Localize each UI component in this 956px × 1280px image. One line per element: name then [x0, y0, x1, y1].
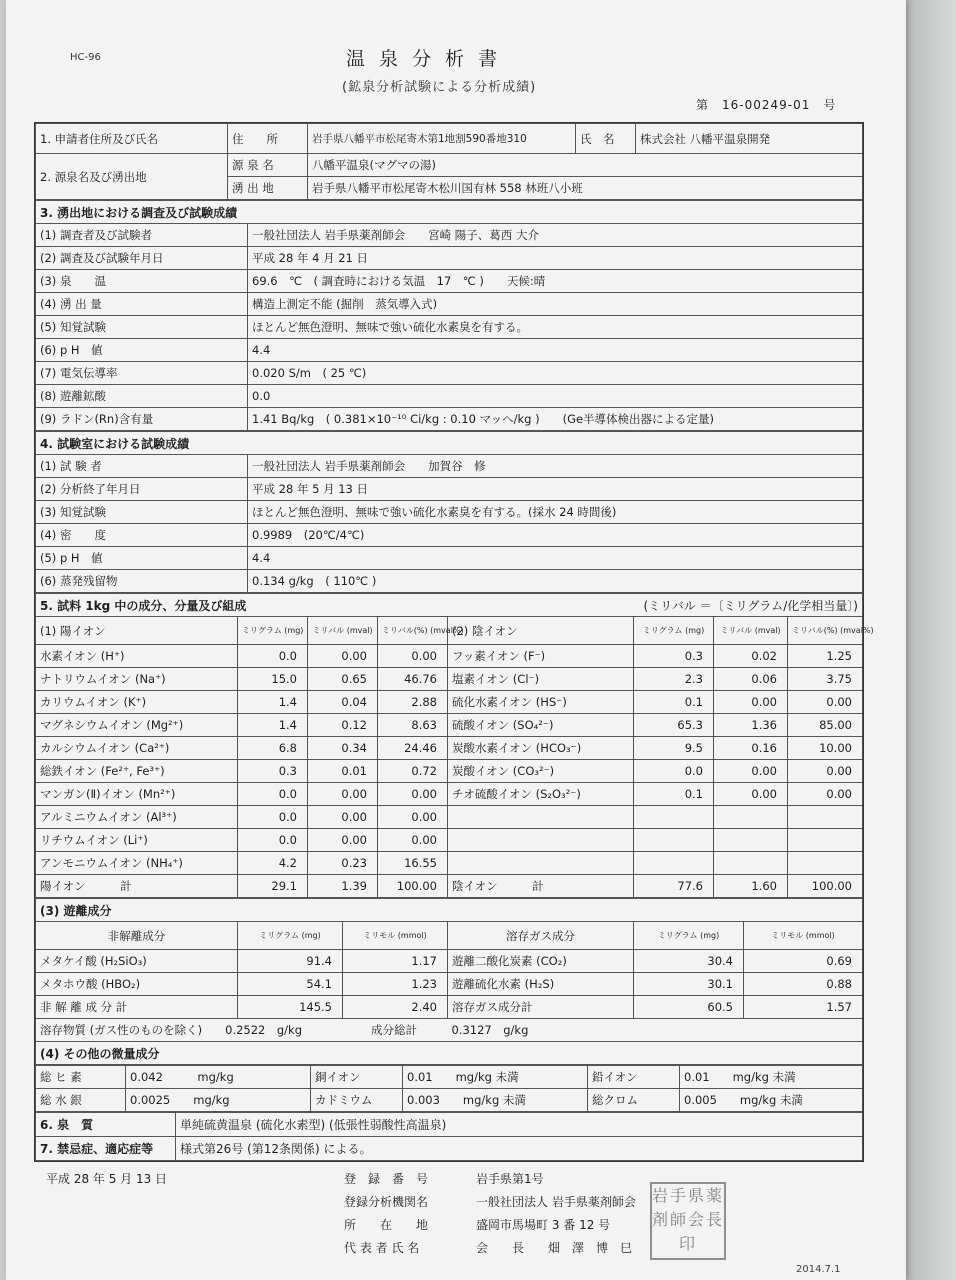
anion-mval: 1.60: [714, 875, 788, 898]
background-edge: [905, 0, 956, 1280]
cation-mg: 0.0: [238, 829, 308, 852]
lab-test-item: (5) p H 値: [36, 547, 248, 570]
field-survey-row: [36, 293, 863, 316]
ion-row: [36, 760, 863, 783]
anion-mval: [714, 852, 788, 875]
free-row: [36, 996, 863, 1019]
trace-name: 鉛イオン: [588, 1066, 680, 1089]
field-survey-item: (9) ラドン(Rn)含有量: [36, 408, 248, 431]
location-value: 岩手県八幡平市松尾寄木松川国有林 558 林班八小班: [308, 177, 863, 200]
cation-name: ナトリウムイオン (Na⁺): [36, 668, 238, 691]
cation-mval-pct: 46.76: [378, 668, 448, 691]
cation-mg: 0.3: [238, 760, 308, 783]
gas-name: 遊離二酸化炭素 (CO₂): [448, 950, 634, 973]
anion-mg: [634, 806, 714, 829]
lab-test-item: (4) 密 度: [36, 524, 248, 547]
lab-test-row: [36, 570, 863, 593]
gas-mmol: 0.69: [744, 950, 863, 973]
reg-key: 登 録 番 号: [344, 1172, 429, 1186]
cation-header: (1) 陽イオン: [36, 617, 238, 645]
anion-name: チオ硫酸イオン (S₂O₃²⁻): [448, 783, 634, 806]
lab-test-value: 一般社団法人 岩手県薬剤師会 加賀谷 修: [248, 455, 863, 478]
field-survey-item: (2) 調査及び試験年月日: [36, 247, 248, 270]
field-survey-value: 構造上測定不能 (掘削 蒸気導入式): [248, 293, 863, 316]
anion-mval: [714, 806, 788, 829]
field-survey-row: [36, 408, 863, 431]
free-row: [36, 950, 863, 973]
anion-mval: 0.00: [714, 691, 788, 714]
anion-name: 陰イオン 計: [448, 875, 634, 898]
lab-test-value: 平成 28 年 5 月 13 日: [248, 478, 863, 501]
trace-value: 0.0025 mg/kg: [126, 1089, 311, 1112]
gas-name: 溶存ガス成分計: [448, 996, 634, 1019]
lab-test-value: 0.134 g/kg ( 110℃ ): [248, 570, 863, 593]
section-free-components: [35, 898, 863, 1065]
issue-date: 平成 28 年 5 月 13 日: [46, 1172, 168, 1186]
cation-mval-pct: 0.72: [378, 760, 448, 783]
analysis-table: [34, 122, 874, 1162]
cation-mval-pct: 8.63: [378, 714, 448, 737]
cation-name: アンモニウムイオン (NH₄⁺): [36, 852, 238, 875]
office-address-value: 盛岡市馬場町 3 番 12 号: [476, 1218, 611, 1232]
non-dissociated-name: メタホウ酸 (HBO₂): [36, 973, 238, 996]
field-survey-item: (3) 泉 温: [36, 270, 248, 293]
anion-name: [448, 806, 634, 829]
non-dissociated-mg: 91.4: [238, 950, 343, 973]
anion-mval: 0.06: [714, 668, 788, 691]
col-mval: ミリバル (mval): [308, 617, 378, 645]
field-survey-row: [36, 339, 863, 362]
anion-mg: 0.1: [634, 783, 714, 806]
col-mg-gas: ミリグラム (mg): [634, 922, 744, 950]
cation-mval: 0.00: [308, 829, 378, 852]
cation-mval: 0.01: [308, 760, 378, 783]
cation-mg: 1.4: [238, 691, 308, 714]
anion-name: 炭酸イオン (CO₃²⁻): [448, 760, 634, 783]
section-5-title: 5. 試料 1kg 中の成分、分量及び組成: [36, 594, 448, 617]
cation-mval-pct: 0.00: [378, 783, 448, 806]
cation-name: 水素イオン (H⁺): [36, 645, 238, 668]
anion-mval-pct: [788, 806, 863, 829]
gas-mg: 30.4: [634, 950, 744, 973]
location-key: 湧 出 地: [228, 177, 308, 200]
ion-row: [36, 691, 863, 714]
anion-name: 硫化水素イオン (HS⁻): [448, 691, 634, 714]
reg-value: 岩手県第1号: [476, 1172, 544, 1186]
gas-header: 溶存ガス成分: [448, 922, 634, 950]
contraindication-value: 様式第26号 (第12条関係) による。: [176, 1137, 863, 1161]
section-trace: [35, 1065, 863, 1112]
cation-mg: 29.1: [238, 875, 308, 898]
free-row: [36, 973, 863, 996]
trace-name: 総 ヒ 素: [36, 1066, 126, 1089]
field-survey-item: (1) 調査者及び試験者: [36, 224, 248, 247]
anion-mg: 0.1: [634, 691, 714, 714]
non-dissociated-name: メタケイ酸 (H₂SiO₃): [36, 950, 238, 973]
lab-test-item: (2) 分析終了年月日: [36, 478, 248, 501]
gas-name: 遊離硫化水素 (H₂S): [448, 973, 634, 996]
field-survey-row: [36, 385, 863, 408]
trace-value: 0.042 mg/kg: [126, 1066, 311, 1089]
cation-mg: 6.8: [238, 737, 308, 760]
field-survey-value: 69.6 ℃ ( 調査時における気温 17 ℃ ) 天候:晴: [248, 270, 863, 293]
cation-mval-pct: 2.88: [378, 691, 448, 714]
address-value: 岩手県八幡平市松尾寄木第1地割590番地310: [308, 124, 576, 154]
cation-mval-pct: 100.00: [378, 875, 448, 898]
ion-row: [36, 852, 863, 875]
anion-mg: 77.6: [634, 875, 714, 898]
field-survey-value: 0.0: [248, 385, 863, 408]
non-dissociated-header: 非解離成分: [36, 922, 238, 950]
non-dissociated-mg: 54.1: [238, 973, 343, 996]
non-dissociated-mmol: 1.23: [343, 973, 448, 996]
anion-name: 塩素イオン (Cl⁻): [448, 668, 634, 691]
trace-name: カドミウム: [311, 1089, 403, 1112]
ion-row: [36, 668, 863, 691]
free-title: (3) 遊離成分: [36, 899, 863, 922]
trace-value: 0.01 mg/kg 未満: [680, 1066, 863, 1089]
col-mval-pct: ミリバル(%) (mval%): [378, 617, 448, 645]
anion-mval: 0.00: [714, 760, 788, 783]
cation-name: マグネシウムイオン (Mg²⁺): [36, 714, 238, 737]
trace-value: 0.003 mg/kg 未満: [403, 1089, 588, 1112]
anion-mval-pct: 3.75: [788, 668, 863, 691]
ion-row: [36, 875, 863, 898]
trace-name: 総 水 銀: [36, 1089, 126, 1112]
anion-header: (2) 陰イオン: [448, 617, 634, 645]
field-survey-value: 1.41 Bq/kg ( 0.381×10⁻¹⁰ Ci/kg : 0.10 マッヘ/kg ) (Ge半導体検出器による定量): [248, 408, 863, 431]
section-4: [35, 431, 863, 593]
anion-mg: 0.3: [634, 645, 714, 668]
section-4-title: 4. 試験室における試験成績: [36, 432, 863, 455]
lab-test-row: [36, 524, 863, 547]
field-survey-row: [36, 247, 863, 270]
anion-mval: 0.02: [714, 645, 788, 668]
cation-name: カリウムイオン (K⁺): [36, 691, 238, 714]
anion-mval-pct: 0.00: [788, 783, 863, 806]
cation-mval-pct: 16.55: [378, 852, 448, 875]
anion-mg: 65.3: [634, 714, 714, 737]
ion-row: [36, 806, 863, 829]
trace-title: (4) その他の微量成分: [36, 1042, 863, 1065]
anion-name: 硫酸イオン (SO₄²⁻): [448, 714, 634, 737]
ion-row: [36, 829, 863, 852]
field-survey-row: [36, 316, 863, 339]
field-survey-item: (7) 電気伝導率: [36, 362, 248, 385]
ion-row: [36, 783, 863, 806]
lab-test-row: [36, 478, 863, 501]
date-stamp: 2014.7.1: [796, 1264, 841, 1275]
cation-mval: 0.00: [308, 783, 378, 806]
section-5-note: (ミリバル ＝〔ミリグラム/化学相当量〕): [448, 594, 863, 617]
source-value: 八幡平温泉(マグマの湯): [308, 154, 863, 177]
trace-value: 0.005 mg/kg 未満: [680, 1089, 863, 1112]
anion-mval-pct: [788, 852, 863, 875]
anion-mg: 0.0: [634, 760, 714, 783]
cation-mval: 0.00: [308, 645, 378, 668]
section-3-title: 3. 湧出地における調査及び試験成績: [36, 201, 863, 224]
col-mmol-free: ミリモル (mmol): [343, 922, 448, 950]
name-key: 氏 名: [576, 124, 636, 154]
cation-mval: 0.34: [308, 737, 378, 760]
lab-test-value: 4.4: [248, 547, 863, 570]
spring-quality-label: 6. 泉 質: [36, 1113, 176, 1137]
anion-mval-pct: 85.00: [788, 714, 863, 737]
anion-mval: 0.16: [714, 737, 788, 760]
lab-test-row: [36, 455, 863, 478]
cation-name: カルシウムイオン (Ca²⁺): [36, 737, 238, 760]
cation-mg: 1.4: [238, 714, 308, 737]
cation-mval: 0.23: [308, 852, 378, 875]
trace-row: [36, 1089, 863, 1112]
spring-quality-value: 単純硫黄温泉 (硫化水素型) (低張性弱酸性高温泉): [176, 1113, 863, 1137]
non-dissociated-mmol: 1.17: [343, 950, 448, 973]
cation-mg: 15.0: [238, 668, 308, 691]
document-page: [6, 0, 906, 1280]
contraindication-label: 7. 禁忌症、適応症等: [36, 1137, 176, 1161]
field-survey-row: [36, 224, 863, 247]
field-survey-value: 平成 28 年 4 月 21 日: [248, 247, 863, 270]
section-6-7: [35, 1112, 863, 1161]
trace-name: 銅イオン: [311, 1066, 403, 1089]
anion-mval-pct: 1.25: [788, 645, 863, 668]
field-survey-item: (5) 知覚試験: [36, 316, 248, 339]
field-survey-row: [36, 362, 863, 385]
anion-mg: [634, 852, 714, 875]
cation-mval-pct: 0.00: [378, 806, 448, 829]
cation-mval: 0.65: [308, 668, 378, 691]
cation-name: 陽イオン 計: [36, 875, 238, 898]
org-key: 登録分析機関名: [344, 1195, 429, 1209]
trace-row: [36, 1066, 863, 1089]
address-key: 住 所: [228, 124, 308, 154]
representative-value: 会 長 畑 澤 博 巳: [476, 1241, 633, 1255]
col-mval-anion: ミリバル (mval): [714, 617, 788, 645]
document-title: 温泉分析書: [346, 48, 512, 70]
name-value: 株式会社 八幡平温泉開発: [636, 124, 863, 154]
lab-test-row: [36, 547, 863, 570]
col-mg-anion: ミリグラム (mg): [634, 617, 714, 645]
anion-name: 炭酸水素イオン (HCO₃⁻): [448, 737, 634, 760]
anion-mval-pct: 0.00: [788, 760, 863, 783]
gas-mmol: 0.88: [744, 973, 863, 996]
cation-mg: 0.0: [238, 783, 308, 806]
field-survey-item: (6) p H 値: [36, 339, 248, 362]
representative-key: 代 表 者 氏 名: [344, 1241, 420, 1255]
anion-name: フッ素イオン (F⁻): [448, 645, 634, 668]
cation-mg: 4.2: [238, 852, 308, 875]
anion-mval: 0.00: [714, 783, 788, 806]
lab-test-item: (3) 知覚試験: [36, 501, 248, 524]
cation-mg: 0.0: [238, 645, 308, 668]
dissolved-total: 溶存物質 (ガス性のものを除く) 0.2522 g/kg 成分総計 0.3127 g/kg: [36, 1019, 863, 1042]
office-address-key: 所 在 地: [344, 1218, 429, 1232]
gas-mg: 60.5: [634, 996, 744, 1019]
cation-mval: 0.12: [308, 714, 378, 737]
org-value: 一般社団法人 岩手県薬剤師会: [476, 1195, 636, 1209]
lab-test-value: 0.9989 (20℃/4℃): [248, 524, 863, 547]
form-code: HC-96: [70, 52, 101, 63]
lab-test-row: [36, 501, 863, 524]
official-seal: 岩手県薬剤師会長印: [650, 1182, 726, 1260]
cation-mval-pct: 0.00: [378, 829, 448, 852]
non-dissociated-name: 非 解 離 成 分 計: [36, 996, 238, 1019]
cation-name: アルミニウムイオン (Al³⁺): [36, 806, 238, 829]
cation-mg: 0.0: [238, 806, 308, 829]
ion-row: [36, 714, 863, 737]
non-dissociated-mg: 145.5: [238, 996, 343, 1019]
cation-mval-pct: 0.00: [378, 645, 448, 668]
applicant-label: 1. 申請者住所及び氏名: [36, 124, 228, 154]
field-survey-row: [36, 270, 863, 293]
document-subtitle: (鉱泉分析試験による分析成績): [342, 80, 537, 95]
cation-mval-pct: 24.46: [378, 737, 448, 760]
anion-mg: 2.3: [634, 668, 714, 691]
anion-mval-pct: [788, 829, 863, 852]
source-label: 2. 源泉名及び湧出地: [36, 154, 228, 200]
anion-mg: 9.5: [634, 737, 714, 760]
section-5-ions: [35, 593, 874, 898]
field-survey-item: (8) 遊離鉱酸: [36, 385, 248, 408]
field-survey-value: 0.020 S/m ( 25 ℃): [248, 362, 863, 385]
anion-mval: 1.36: [714, 714, 788, 737]
anion-mg: [634, 829, 714, 852]
cation-mval: 0.04: [308, 691, 378, 714]
section-3: [35, 200, 863, 431]
anion-mval-pct: 100.00: [788, 875, 863, 898]
anion-name: [448, 852, 634, 875]
lab-test-item: (6) 蒸発残留物: [36, 570, 248, 593]
anion-name: [448, 829, 634, 852]
anion-mval: [714, 829, 788, 852]
gas-mg: 30.1: [634, 973, 744, 996]
col-mmol-gas: ミリモル (mmol): [744, 922, 863, 950]
non-dissociated-mmol: 2.40: [343, 996, 448, 1019]
col-mg: ミリグラム (mg): [238, 617, 308, 645]
gas-mmol: 1.57: [744, 996, 863, 1019]
section-1-2: [35, 123, 863, 200]
cation-name: リチウムイオン (Li⁺): [36, 829, 238, 852]
ion-row: [36, 737, 863, 760]
source-key: 源 泉 名: [228, 154, 308, 177]
field-survey-value: 4.4: [248, 339, 863, 362]
anion-mval-pct: 0.00: [788, 691, 863, 714]
anion-mval-pct: 10.00: [788, 737, 863, 760]
field-survey-value: 一般社団法人 岩手県薬剤師会 宮崎 陽子、葛西 大介: [248, 224, 863, 247]
field-survey-item: (4) 湧 出 量: [36, 293, 248, 316]
cation-name: 総鉄イオン (Fe²⁺, Fe³⁺): [36, 760, 238, 783]
col-mg-free: ミリグラム (mg): [238, 922, 343, 950]
field-survey-value: ほとんど無色澄明、無味で強い硫化水素臭を有する。: [248, 316, 863, 339]
lab-test-item: (1) 試 験 者: [36, 455, 248, 478]
trace-name: 総クロム: [588, 1089, 680, 1112]
cation-mval: 1.39: [308, 875, 378, 898]
col-mval-pct-anion: ミリバル(%) (mval%): [788, 617, 863, 645]
trace-value: 0.01 mg/kg 未満: [403, 1066, 588, 1089]
ion-row: [36, 645, 863, 668]
lab-test-value: ほとんど無色澄明、無味で強い硫化水素臭を有する。(採水 24 時間後): [248, 501, 863, 524]
document-number: 第 16-00249-01 号: [696, 98, 837, 112]
cation-name: マンガン(Ⅱ)イオン (Mn²⁺): [36, 783, 238, 806]
cation-mval: 0.00: [308, 806, 378, 829]
